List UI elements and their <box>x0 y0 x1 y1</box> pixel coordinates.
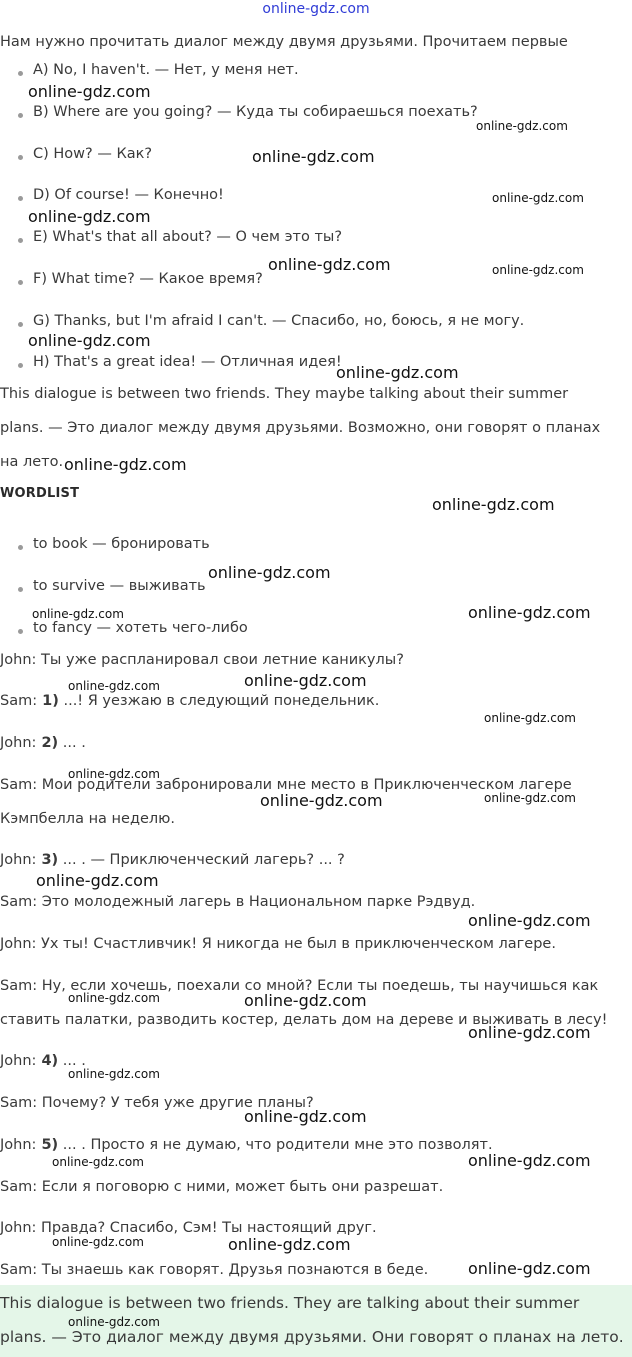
dialogue-line: Sam: Мои родители забронировали мне место в Приключенческом лагере <box>0 777 572 793</box>
dialogue-line: Sam: Если я поговорю с ними, может быть они разрешат. <box>0 1179 444 1195</box>
answer-line: plans. — Это диалог между двумя друзьями. Они говорят о планах на лето. <box>0 1328 624 1346</box>
watermark: online-gdz.com <box>260 791 383 810</box>
list-item: D) Of course! — Конечно! <box>33 187 224 203</box>
watermark: online-gdz.com <box>244 991 367 1010</box>
watermark: online-gdz.com <box>468 603 591 622</box>
paragraph-line: plans. — Это диалог между двумя друзьями. Возможно, они говорят о планах <box>0 420 601 436</box>
list-item: G) Thanks, but I'm afraid I can't. — Спасибо, но, боюсь, я не могу. <box>33 313 525 329</box>
watermark: online-gdz.com <box>68 679 160 693</box>
dialogue-line: John: 5) ... . Просто я не думаю, что родители мне это позволят. <box>0 1137 493 1153</box>
bullet-icon <box>18 71 23 76</box>
watermark: online-gdz.com <box>208 563 331 582</box>
list-item: to book — бронировать <box>33 536 210 552</box>
dialogue-line: John: Правда? Спасибо, Сэм! Ты настоящий друг. <box>0 1220 377 1236</box>
bullet-icon <box>18 155 23 160</box>
watermark: online-gdz.com <box>468 911 591 930</box>
dialogue-line: Sam: Почему? У тебя уже другие планы? <box>0 1095 314 1111</box>
watermark: online-gdz.com <box>468 1259 591 1278</box>
dialogue-line: John: 4) ... . <box>0 1053 86 1069</box>
watermark: online-gdz.com <box>244 1107 367 1126</box>
bullet-icon <box>18 363 23 368</box>
list-item: to survive — выживать <box>33 578 206 594</box>
watermark: online-gdz.com <box>36 871 159 890</box>
list-item: F) What time? — Какое время? <box>33 271 263 287</box>
list-item: E) What's that all about? — О чем это ты? <box>33 229 343 245</box>
bullet-icon <box>18 113 23 118</box>
watermark: online-gdz.com <box>252 147 375 166</box>
paragraph-line: This dialogue is between two friends. They maybe talking about their summer <box>0 386 569 402</box>
list-item: B) Where are you going? — Куда ты собираешься поехать? <box>33 104 478 120</box>
watermark: online-gdz.com <box>468 1023 591 1042</box>
dialogue-line: John: Ух ты! Счастливчик! Я никогда не был в приключенческом лагере. <box>0 936 556 952</box>
site-header-link[interactable]: online-gdz.com <box>262 1 370 17</box>
bullet-icon <box>18 587 23 592</box>
watermark: online-gdz.com <box>28 82 151 101</box>
watermark: online-gdz.com <box>484 791 576 805</box>
watermark: online-gdz.com <box>28 207 151 226</box>
list-item: C) How? — Как? <box>33 146 153 162</box>
bullet-icon <box>18 629 23 634</box>
watermark: online-gdz.com <box>484 711 576 725</box>
dialogue-line: Sam: Это молодежный лагерь в Национальном парке Рэдвуд. <box>0 894 476 910</box>
wordlist-heading: WORDLIST <box>0 486 80 501</box>
watermark: online-gdz.com <box>52 1235 144 1249</box>
watermark: online-gdz.com <box>28 331 151 350</box>
watermark: online-gdz.com <box>336 363 459 382</box>
paragraph-line: на лето. <box>0 454 64 470</box>
watermark: online-gdz.com <box>476 119 568 133</box>
watermark: online-gdz.com <box>68 1067 160 1081</box>
watermark: online-gdz.com <box>468 1151 591 1170</box>
dialogue-line: Sam: Ну, если хочешь, поехали со мной? Если ты поедешь, ты научишься как <box>0 978 599 994</box>
bullet-icon <box>18 238 23 243</box>
watermark: online-gdz.com <box>492 263 584 277</box>
watermark: online-gdz.com <box>52 1155 144 1169</box>
watermark: online-gdz.com <box>32 607 124 621</box>
dialogue-line: ставить палатки, разводить костер, делать дом на дереве и выживать в лесу! <box>0 1012 608 1028</box>
dialogue-line: John: 2) ... . <box>0 735 86 751</box>
watermark: online-gdz.com <box>228 1235 351 1254</box>
dialogue-line: Sam: Ты знаешь как говорят. Друзья познаются в беде. <box>0 1262 429 1278</box>
list-item: H) That's a great idea! — Отличная идея! <box>33 354 342 370</box>
bullet-icon <box>18 280 23 285</box>
watermark: online-gdz.com <box>432 495 555 514</box>
bullet-icon <box>18 196 23 201</box>
bullet-icon <box>18 322 23 327</box>
dialogue-line: John: Ты уже распланировал свои летние каникулы? <box>0 652 404 668</box>
list-item: to fancy — хотеть чего-либо <box>33 620 248 636</box>
watermark: online-gdz.com <box>68 991 160 1005</box>
watermark: online-gdz.com <box>268 255 391 274</box>
dialogue-line: Sam: 1) ...! Я уезжаю в следующий понедельник. <box>0 693 380 709</box>
bullet-icon <box>18 545 23 550</box>
watermark: online-gdz.com <box>68 1315 160 1329</box>
watermark: online-gdz.com <box>492 191 584 205</box>
dialogue-line: Кэмпбелла на неделю. <box>0 811 175 827</box>
dialogue-line: John: 3) ... . — Приключенческий лагерь? ... ? <box>0 852 345 868</box>
intro-text: Нам нужно прочитать диалог между двумя друзьями. Прочитаем первые <box>0 34 568 50</box>
list-item: A) No, I haven't. — Нет, у меня нет. <box>33 62 299 78</box>
watermark: online-gdz.com <box>244 671 367 690</box>
answer-line: This dialogue is between two friends. They are talking about their summer <box>0 1294 580 1312</box>
watermark: online-gdz.com <box>68 767 160 781</box>
watermark: online-gdz.com <box>64 455 187 474</box>
